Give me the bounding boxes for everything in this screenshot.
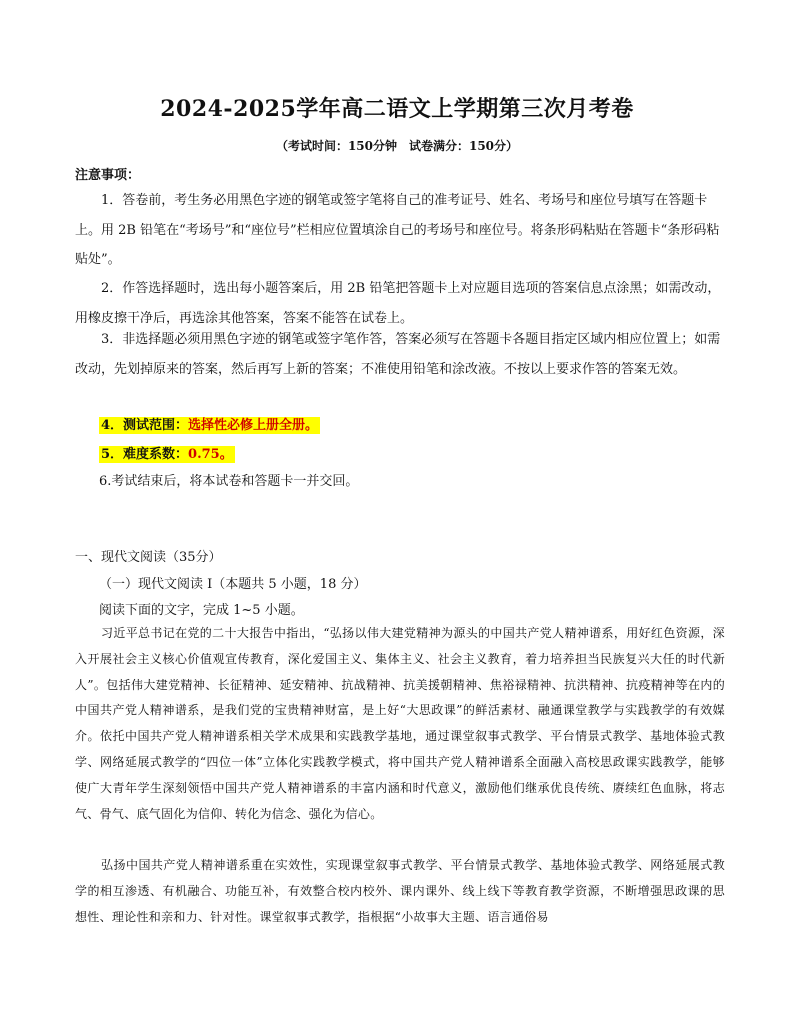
passage-paragraph-1: 习近平总书记在党的二十大报告中指出，“弘扬以伟大建党精神为源头的中国共产党人精神谱系，用好红色资源，深入开展社会主义核心价值观宣传教育，深化爱国主义、集体主义、社会主义教育，着力培养担当民族复兴大任的时代新人”。包括伟大建党精神、长征精神、延安精神、抗战精神、抗美援朝精神、焦裕禄精神、抗洪精神、抗疫精神等在内的中国共产党人精神谱系，是我们党的宝贵精神财富，是上好“大思政课”的鲜活素材、融通课堂教学与实践教学的有效媒介。依托中国共产党人精神谱系相关学术成果和实践教学基地，通过课堂叙事式教学、平台情景式教学、基地体验式教学、网络延展式教学的“四位一体”立体化实践教学模式，将中国共产党人精神谱系全面融入高校思政课实践教学，能够使广大青年学生深刻领悟中国共产党人精神谱系的丰富内涵和时代意义，激励他们继承优良传统、赓续红色血脉，将志气、骨气、底气固化为信仰、转化为信念、强化为信心。 <box>75 626 725 821</box>
notice-item-1: 1．答卷前，考生务必用黑色字迹的钢笔或签字笔将自己的准考证号、姓名、考场号和座位号填写在答题卡上。用 2B 铅笔在“考场号”和“座位号”栏相应位置填涂自己的考场号和座位号。将条形码粘贴在答题卡“条形码粘贴处”。 <box>75 193 720 267</box>
notice-heading: 注意事项： <box>75 168 141 183</box>
passage-paragraph-2: 弘扬中国共产党人精神谱系重在实效性，实现课堂叙事式教学、平台情景式教学、基地体验式教学、网络延展式教学的相互渗透、有机融合、功能互补，有效整合校内校外、课内课外、线上线下等教育教学资源，不断增强思政课的思想性、理论性和亲和力、针对性。课堂叙事式教学，指根据“小故事大主题、语言通俗易 <box>75 858 725 924</box>
reading-instruction: 阅读下面的文字，完成 1~5 小题。 <box>99 603 304 618</box>
highlight-scope <box>99 417 320 434</box>
section-heading: 一、现代文阅读（35分） <box>75 550 222 565</box>
highlight-difficulty <box>99 446 235 463</box>
notice-item-5 <box>99 443 235 462</box>
exam-title: 2024-2025学年高二语文上学期第三次月考卷 <box>160 96 634 122</box>
notice-item-6: 6.考试结束后，将本试卷和答题卡一并交回。 <box>99 474 359 489</box>
subsection-heading: （一）现代文阅读 I（本题共 5 小题，18 分） <box>99 577 367 592</box>
notice-5-label: 5．难度系数： <box>101 447 189 462</box>
notice-item-3: 3．非选择题必须用黑色字迹的钢笔或签字笔作答，答案必须写在答题卡各题目指定区域内相应位置上；如需改动，先划掉原来的答案，然后再写上新的答案；不准使用铅笔和涂改液。不按以上要求作答的答案无效。 <box>75 332 721 377</box>
notice-4-value: 选择性必修上册全册。 <box>188 418 319 433</box>
notice-4-label: 4．测试范围： <box>101 418 189 433</box>
notice-item-2: 2．作答选择题时，选出每小题答案后，用 2B 铅笔把答题卡上对应题目选项的答案信息点涂黑；如需改动，用橡皮擦干净后，再选涂其他答案，答案不能答在试卷上。 <box>75 281 721 326</box>
notice-item-4 <box>99 414 320 433</box>
notice-5-value: 0.75。 <box>188 447 233 462</box>
exam-subtitle: （考试时间：150分钟 试卷满分：150分） <box>275 139 519 153</box>
